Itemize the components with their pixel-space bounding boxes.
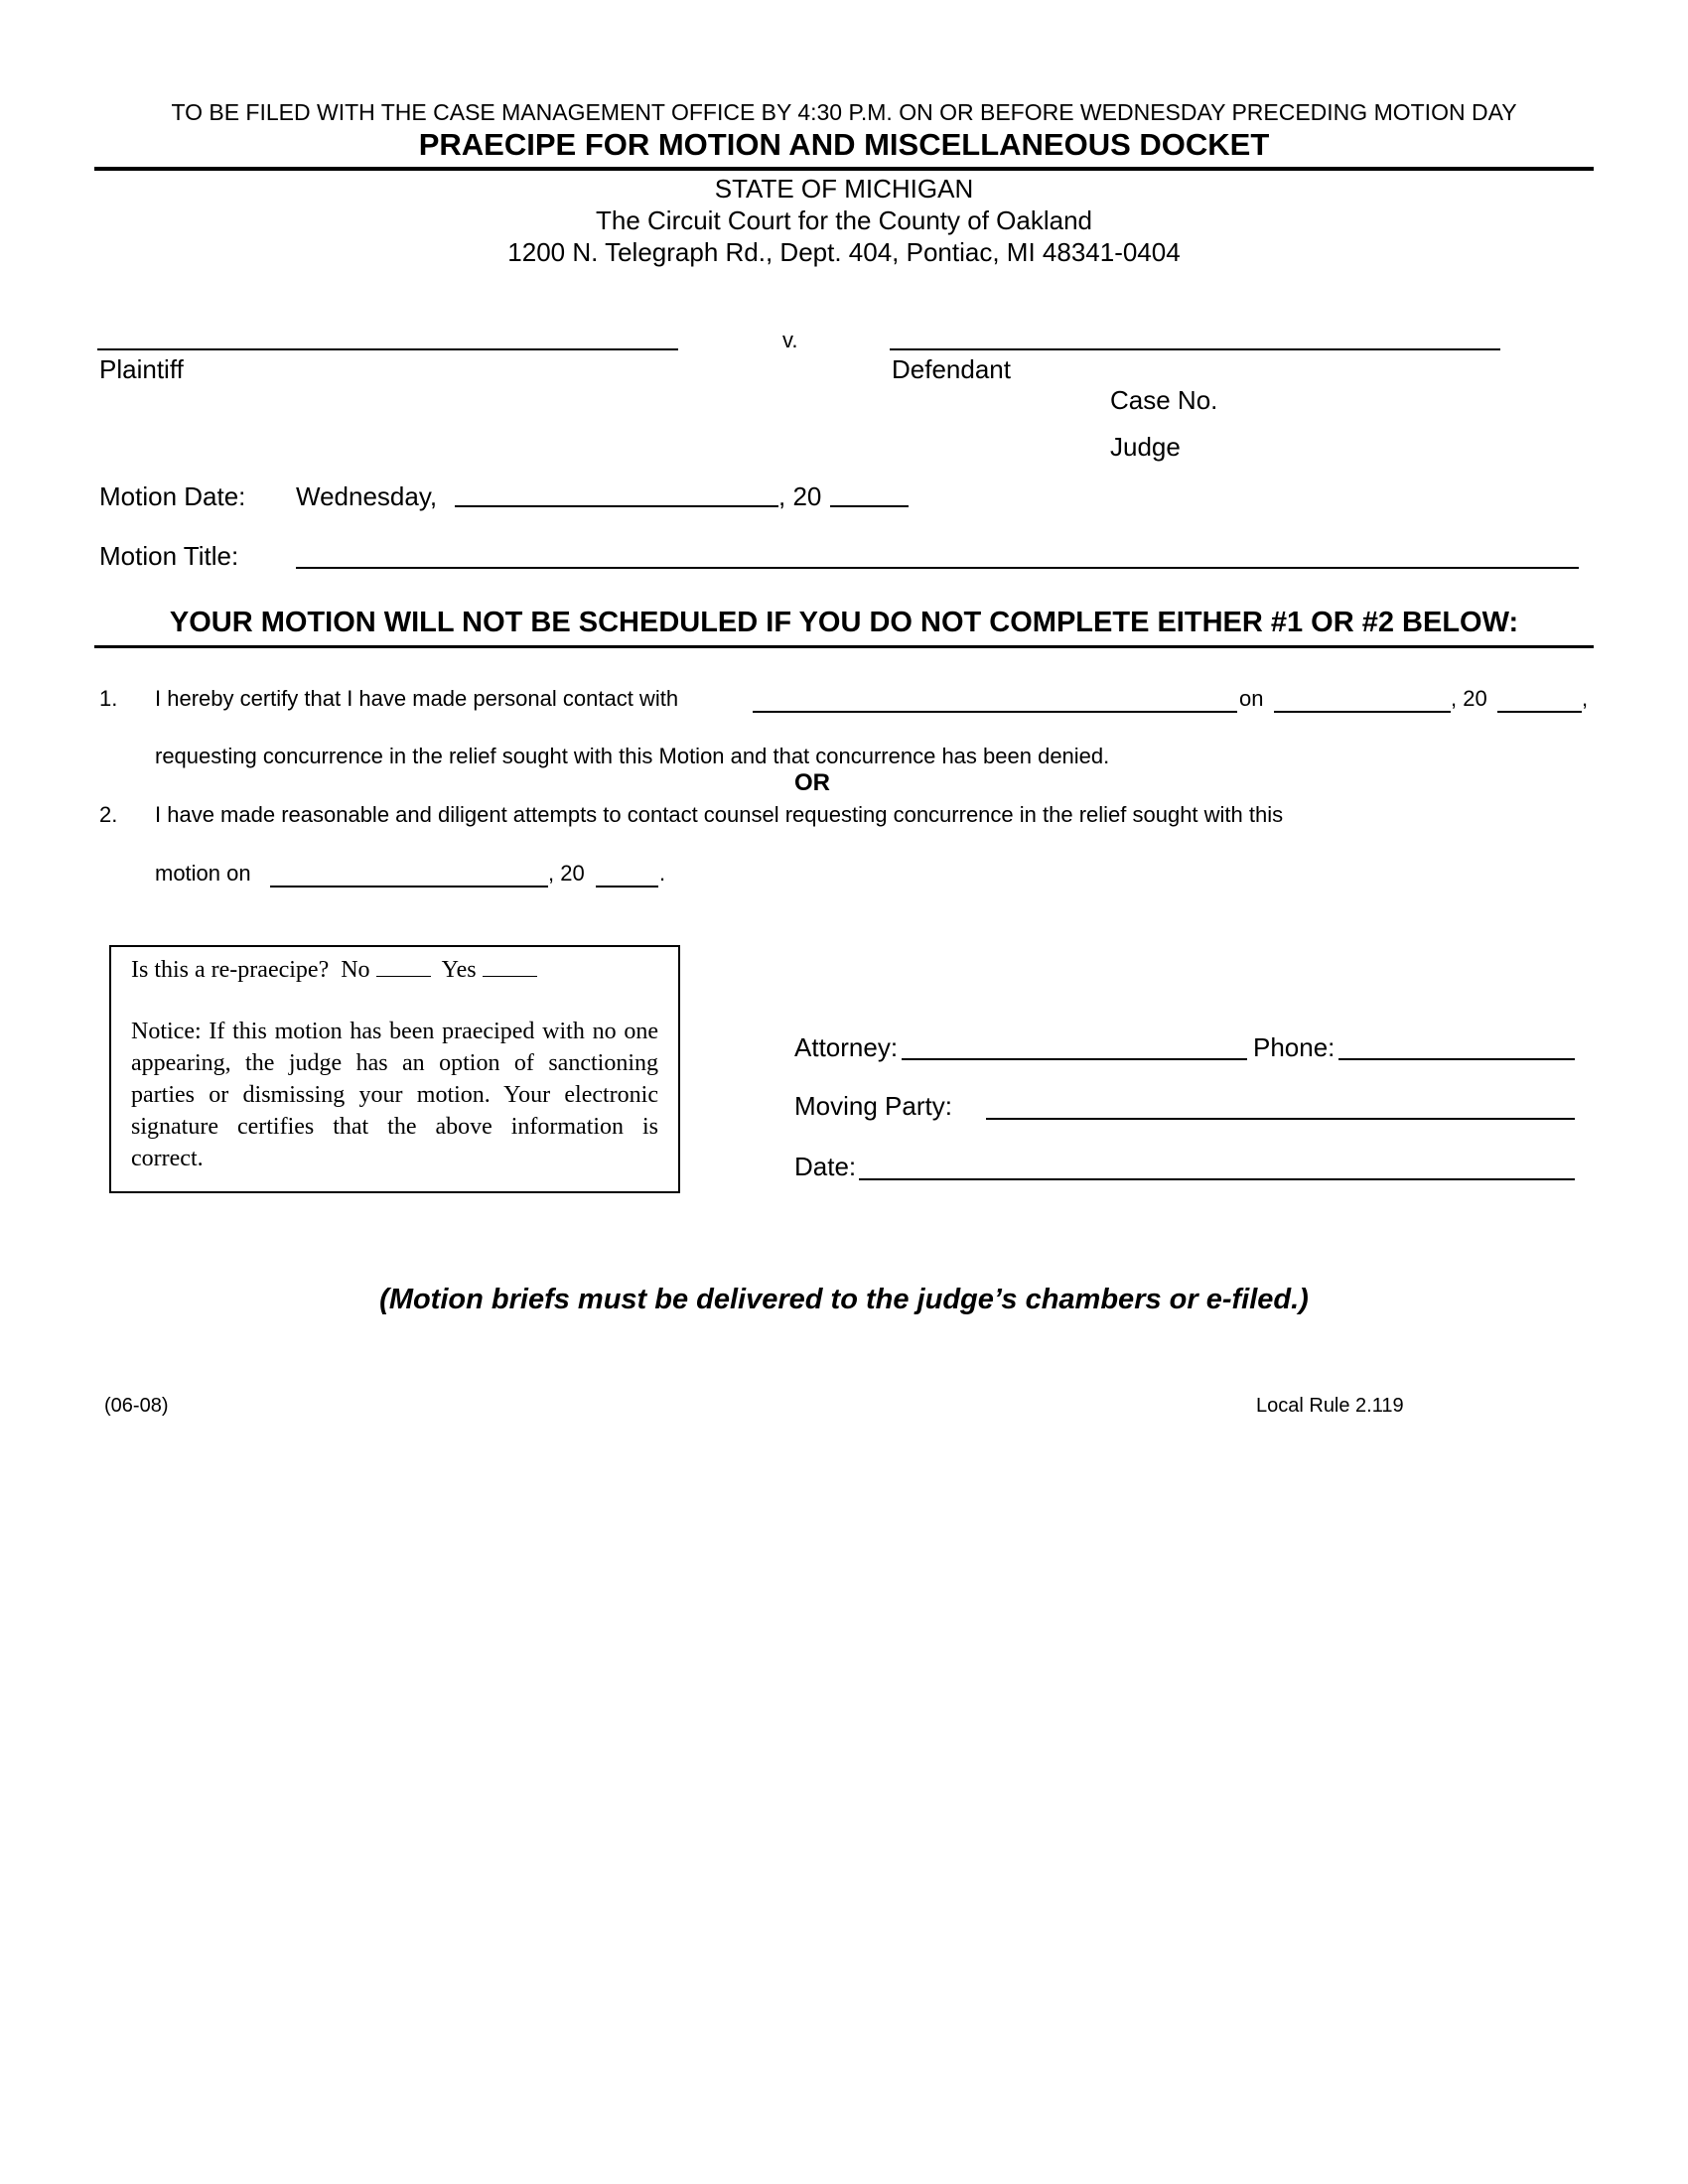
motion-year-prefix: , 20 [778, 481, 822, 511]
plaintiff-field[interactable] [97, 348, 678, 350]
phone-field[interactable] [1338, 1058, 1575, 1060]
motion-date-label: Motion Date: [99, 481, 246, 511]
filing-deadline-note: TO BE FILED WITH THE CASE MANAGEMENT OFFICE BY 4:30 P.M. ON OR BEFORE WEDNESDAY PRECEDING MOTION DAY [171, 99, 1517, 125]
phone-label: Phone: [1253, 1032, 1336, 1062]
repraecipe-no-field[interactable] [376, 958, 431, 977]
form-revision: (06-08) [104, 1395, 169, 1417]
form-title: PRAECIPE FOR MOTION AND MISCELLANEOUS DOCKET [418, 127, 1270, 162]
signature-date-field[interactable] [859, 1178, 1575, 1180]
or-separator: OR [794, 769, 830, 796]
moving-party-label: Moving Party: [794, 1091, 952, 1121]
motion-year-field[interactable] [830, 505, 909, 507]
option-1-text: I hereby certify that I have made personal contact with [155, 686, 679, 711]
option-2-year-prefix: , 20 [548, 861, 585, 886]
court-address: 1200 N. Telegraph Rd., Dept. 404, Pontiac, MI 48341-0404 [507, 237, 1181, 267]
defendant-field[interactable] [890, 348, 1500, 350]
defendant-label: Defendant [892, 354, 1011, 384]
attempt-year-field[interactable] [596, 886, 658, 887]
option-2-text: I have made reasonable and diligent attempts to contact counsel requesting concurrence in the relief sought with this [155, 802, 1284, 827]
contact-year-field[interactable] [1497, 711, 1582, 713]
court-name: The Circuit Court for the County of Oakland [595, 205, 1092, 235]
warning-divider [94, 645, 1594, 648]
repraecipe-question-row [131, 957, 658, 984]
contact-person-field[interactable] [753, 711, 1237, 713]
motion-date-field[interactable] [455, 505, 778, 507]
title-divider [94, 167, 1594, 171]
option-2-period: . [659, 861, 666, 886]
option-2-number: 2. [99, 802, 118, 827]
repraecipe-yes-label: Yes [441, 957, 477, 983]
option-1-continuation: requesting concurrence in the relief sought with this Motion and that concurrence has been denied. [155, 744, 1110, 768]
motion-title-field[interactable] [296, 567, 1579, 569]
judge-label: Judge [1110, 432, 1181, 462]
repraecipe-box [109, 945, 680, 1193]
versus-label: v. [782, 328, 798, 352]
contact-date-field[interactable] [1274, 711, 1451, 713]
attorney-label: Attorney: [794, 1032, 899, 1062]
scheduling-warning: YOUR MOTION WILL NOT BE SCHEDULED IF YOU DO NOT COMPLETE EITHER #1 OR #2 BELOW: [169, 607, 1519, 638]
motion-title-label: Motion Title: [99, 541, 239, 571]
repraecipe-notice: Notice: If this motion has been praeciped with no one appearing, the judge has an option of sanctioning parties or dismissing your motion. Your electronic signature certifies that the above information is correct. [131, 1019, 658, 1171]
attempt-date-field[interactable] [270, 886, 548, 887]
attorney-field[interactable] [902, 1058, 1247, 1060]
option-1-comma: , [1582, 686, 1589, 711]
option-1-on: on [1239, 686, 1264, 711]
option-2-motion-on: motion on [155, 861, 251, 886]
repraecipe-yes-field[interactable] [483, 958, 537, 977]
moving-party-field[interactable] [986, 1118, 1575, 1120]
repraecipe-no-label: No [341, 957, 370, 983]
signature-date-label: Date: [794, 1152, 857, 1181]
case-number-label: Case No. [1110, 385, 1218, 415]
local-rule: Local Rule 2.119 [1256, 1395, 1404, 1417]
option-1-year-prefix: , 20 [1451, 686, 1487, 711]
motion-weekday: Wednesday, [296, 481, 438, 511]
motion-briefs-note: (Motion briefs must be delivered to the judge’s chambers or e-filed.) [379, 1284, 1309, 1315]
plaintiff-label: Plaintiff [99, 354, 184, 384]
state-name: STATE OF MICHIGAN [714, 174, 974, 204]
option-1-number: 1. [99, 686, 118, 711]
repraecipe-question: Is this a re-praecipe? [131, 957, 330, 983]
